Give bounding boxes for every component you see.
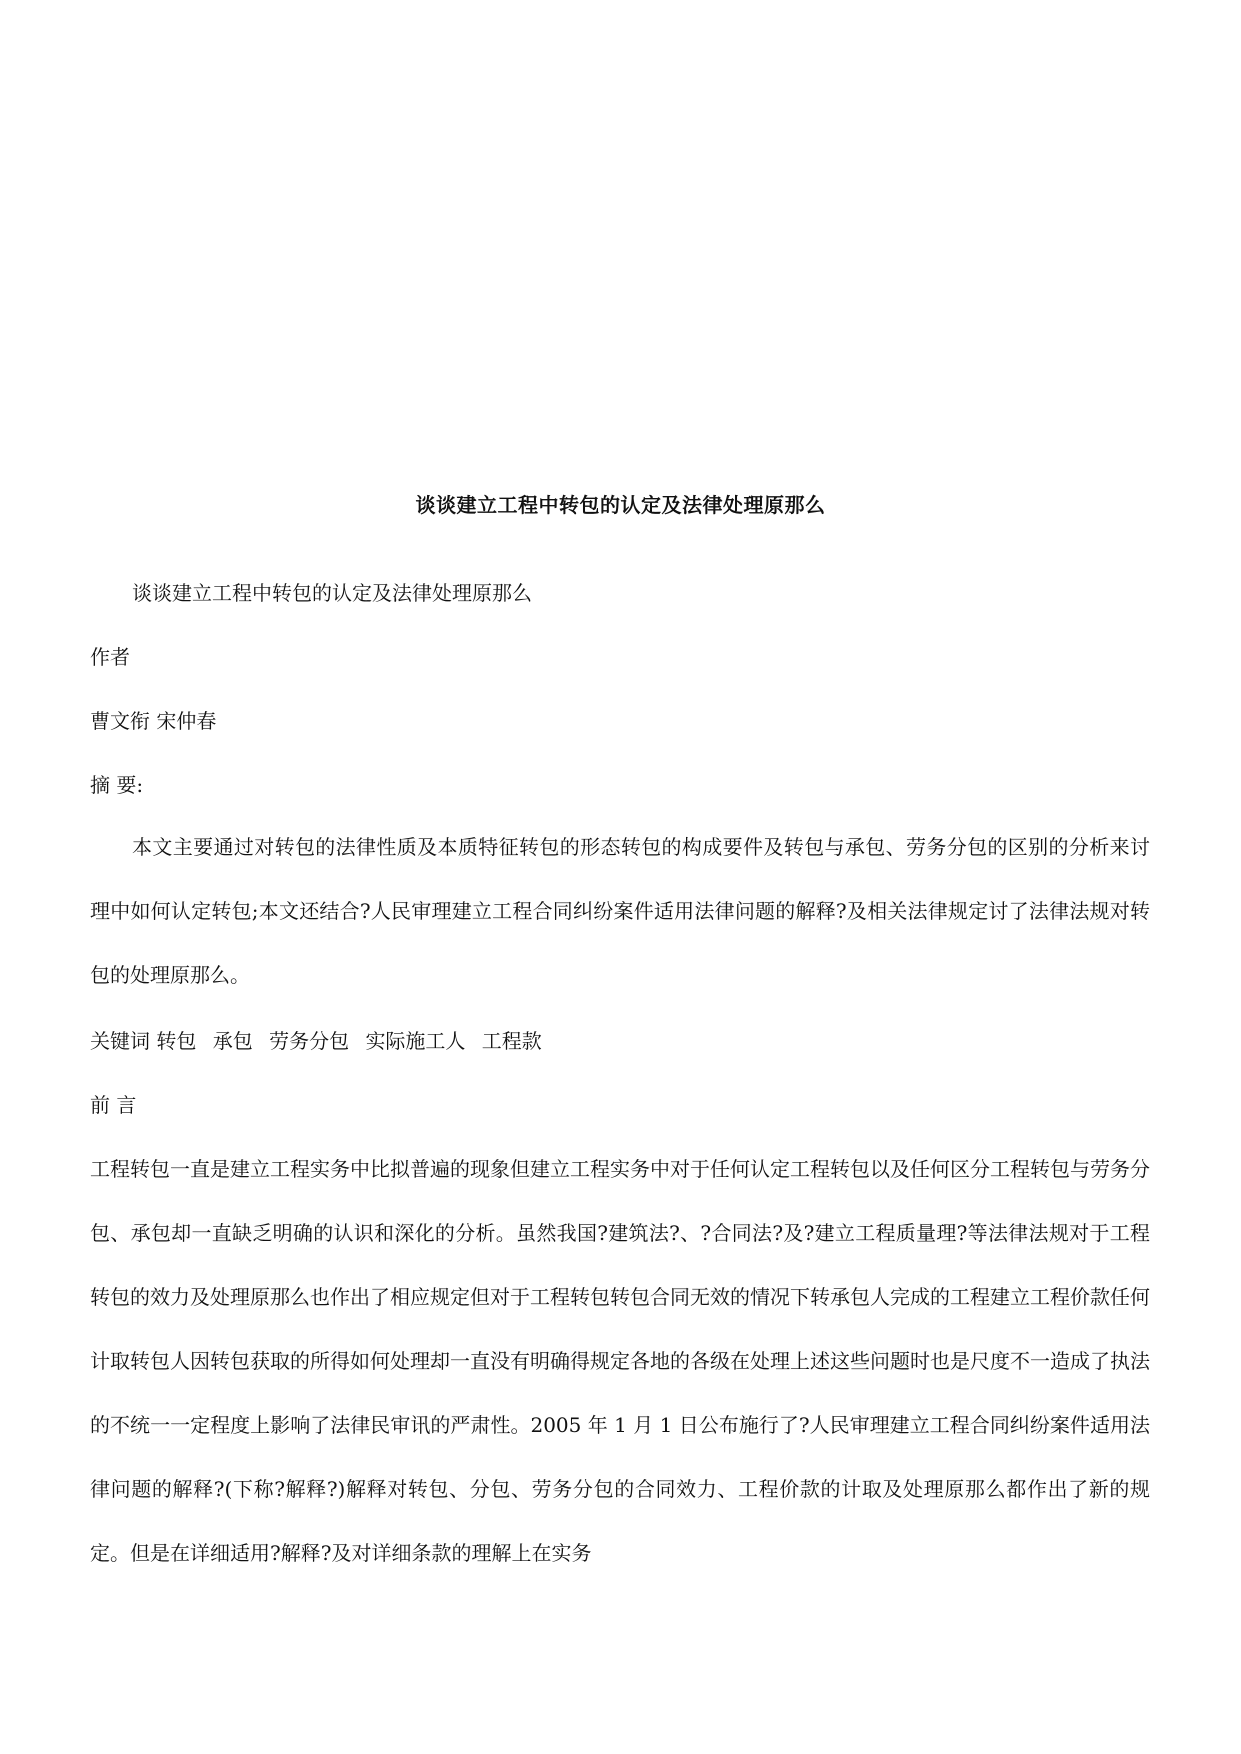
keyword: 实际施工人 [365, 1029, 466, 1053]
author-label: 作者 [90, 645, 130, 669]
document-title: 谈谈建立工程中转包的认定及法律处理原那么 [415, 493, 826, 517]
abstract-label: 摘 要: [90, 773, 144, 797]
keyword: 承包 [212, 1029, 253, 1053]
preface-text: 工程转包一直是建立工程实务中比拟普遍的现象但建立工程实务中对于任何认定工程转包以及任何区分工程转包与劳务分包、承包却一直缺乏明确的认识和深化的分析。虽然我国?建筑法?、?合同法?及?建立工程质量理?等法律法规对于工程转包的效力及处理原那么也作出了相应规定但对于工程转包转包合同无效的情况下转承包人完成的工程建立工程价款任何计取转包人因转包获取的所得如何处理却一直没有明确得规定各地的各级在处理上述这些问题时也是尺度不一造成了执法的不统一一定程度上影响了法律民审讯的严肃性。2005 年 1 月 1 日公布施行了?人民审理建立工程合同纠纷案件适用法律问题的解释?(下称?解释?)解释对转包、分包、劳务分包的合同效力、工程价款的计取及处理原那么都作出了新的规定。但是在详细适用?解释?及对详细条款的理解上在实务 [90, 1157, 1150, 1565]
keywords-label: 关键词 [90, 1029, 150, 1053]
document-subtitle: 谈谈建立工程中转包的认定及法律处理原那么 [132, 581, 532, 605]
preface-heading: 前 言 [90, 1093, 137, 1117]
author-names: 曹文衔 宋仲春 [90, 709, 217, 733]
keywords-line [90, 1026, 1150, 1056]
keyword: 工程款 [481, 1029, 542, 1053]
abstract-text: 本文主要通过对转包的法律性质及本质特征转包的形态转包的构成要件及转包与承包、劳务分包的区别的分析来讨理中如何认定转包;本文还结合?人民审理建立工程合同纠纷案件适用法律问题的解释?及相关法律规定讨了法律法规对转包的处理原那么。 [90, 835, 1150, 987]
keyword: 劳务分包 [269, 1029, 350, 1053]
keyword: 转包 [156, 1029, 197, 1053]
